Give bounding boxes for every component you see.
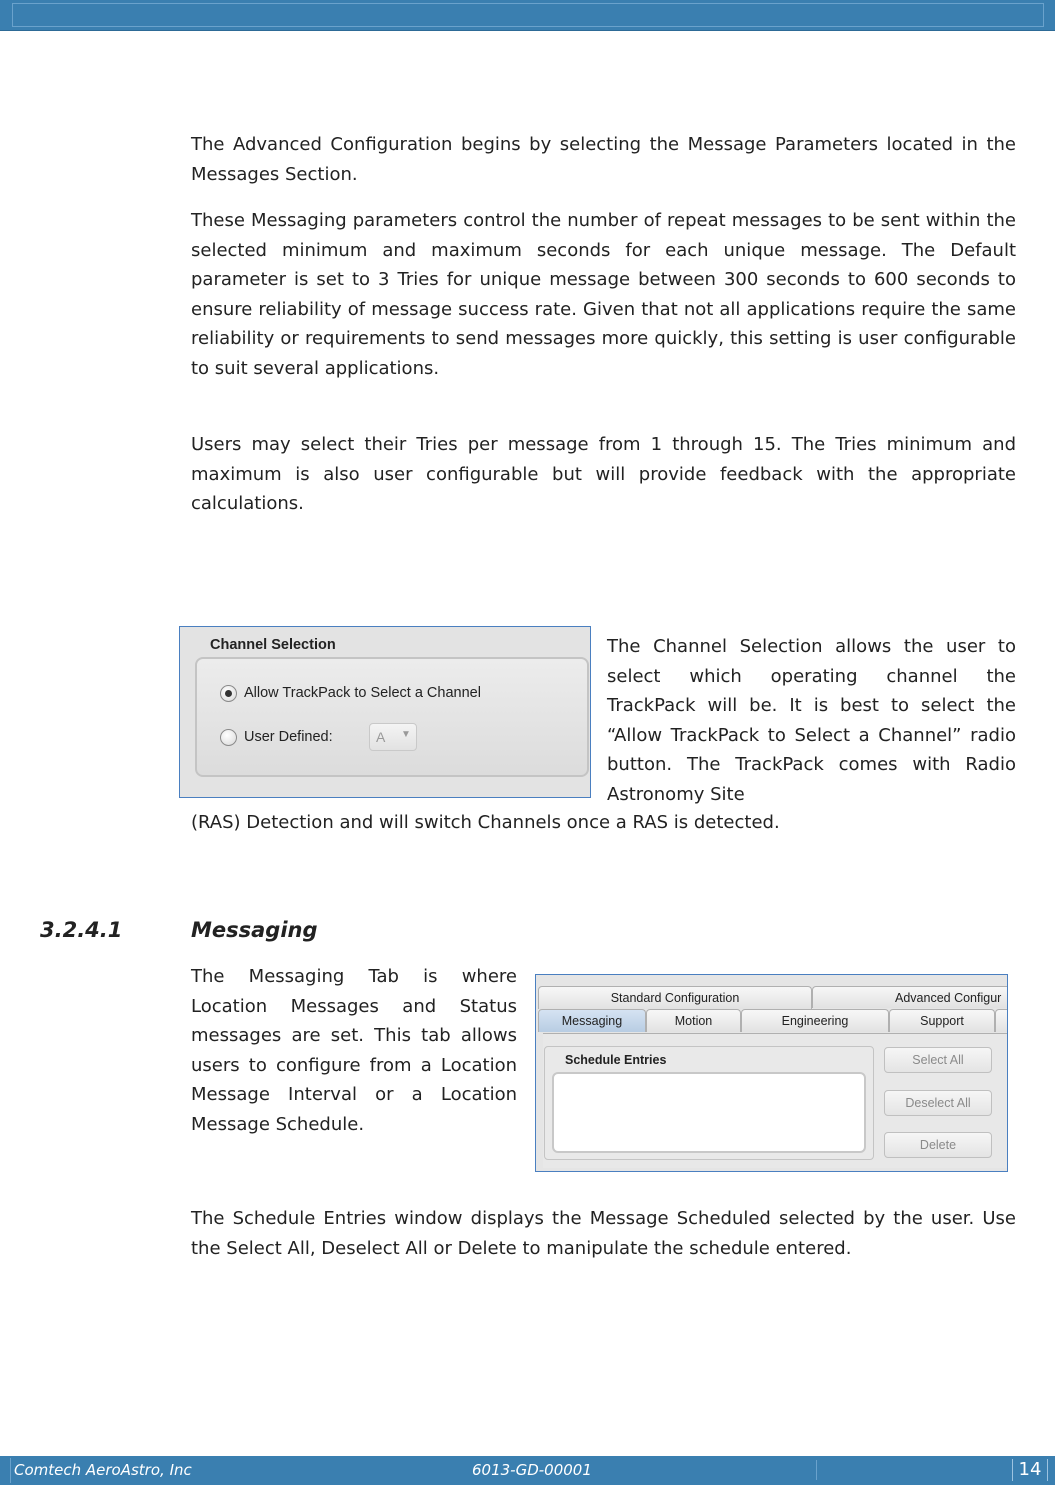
footer-bar (0, 1456, 1055, 1485)
allow-trackpack-radio[interactable] (220, 685, 237, 702)
tab-standard-configuration[interactable]: Standard Configuration (538, 986, 812, 1009)
channel-selection-group (195, 657, 589, 777)
tab-support[interactable]: Support (889, 1009, 995, 1032)
paragraph-channel-selection-cont: (RAS) Detection and will switch Channels once a RAS is detected. (191, 812, 780, 833)
delete-button[interactable]: Delete (884, 1132, 992, 1158)
header-bar (0, 0, 1055, 31)
paragraph-advanced-config: The Advanced Configuration begins by selecting the Message Parameters located in the Messages Section. (191, 134, 1016, 185)
select-all-button[interactable]: Select All (884, 1047, 992, 1073)
section-number: 3.2.4.1 (40, 918, 123, 942)
chevron-down-icon: ▼ (401, 729, 411, 740)
footer-company: Comtech AeroAstro, Inc (14, 1461, 192, 1479)
schedule-entries-group (544, 1046, 874, 1160)
paragraph-channel-selection: The Channel Selection allows the user to select which operating channel the TrackPack will be. It is best to select the “Allow TrackPack to Select a Channel” radio button. The TrackPack comes with Radio Astronomy Site (607, 636, 1016, 805)
paragraph-tries: Users may select their Tries per message from 1 through 15. The Tries minimum and maximum is also user configurable but will provide feedback with the appropriate calculations. (191, 434, 1016, 514)
user-defined-label: User Defined: (244, 729, 333, 745)
paragraph-messaging-tab: The Messaging Tab is where Location Messages and Status messages are set. This tab allows users to configure from a Location Message Interval or a Location Message Schedule. (191, 966, 517, 1135)
allow-trackpack-label: Allow TrackPack to Select a Channel (244, 685, 481, 701)
channel-selection-screenshot (179, 626, 591, 798)
schedule-entries-title: Schedule Entries (565, 1053, 667, 1067)
header-bar-frame (12, 3, 1044, 27)
tab-motion[interactable]: Motion (646, 1009, 741, 1032)
channel-dropdown-value: A (376, 729, 386, 745)
footer-divider (816, 1460, 817, 1480)
channel-selection-title: Channel Selection (210, 637, 336, 653)
footer-doc-number: 6013-GD-00001 (472, 1461, 592, 1479)
paragraph-schedule-entries: The Schedule Entries window displays the Message Scheduled selected by the user. Use the Select All, Deselect All or Delete to manipulate the schedule entered. (191, 1208, 1016, 1259)
user-defined-radio[interactable] (220, 729, 237, 746)
channel-dropdown[interactable] (369, 723, 417, 751)
schedule-entries-list[interactable] (552, 1072, 866, 1153)
tab-messaging[interactable]: Messaging (538, 1009, 646, 1032)
paragraph-messaging-parameters: These Messaging parameters control the number of repeat messages to be sent within the selected minimum and maximum seconds for each unique message. The Default parameter is set to 3 Tries for unique message between 300 seconds to 600 seconds to ensure reliability of message success rate. Given that not all applications require the same reliability or requirements to send messages more quickly, this setting is user configurable to suit several applications. (191, 210, 1016, 379)
messaging-tab-screenshot (535, 974, 1008, 1172)
deselect-all-button[interactable]: Deselect All (884, 1090, 992, 1116)
tab-engineering[interactable]: Engineering (741, 1009, 889, 1032)
section-title: Messaging (191, 918, 318, 942)
page-number: 14 (1012, 1459, 1048, 1481)
tab-advanced-configuration[interactable]: Advanced Configur (812, 986, 1008, 1008)
tab-overflow[interactable] (995, 1009, 1008, 1032)
